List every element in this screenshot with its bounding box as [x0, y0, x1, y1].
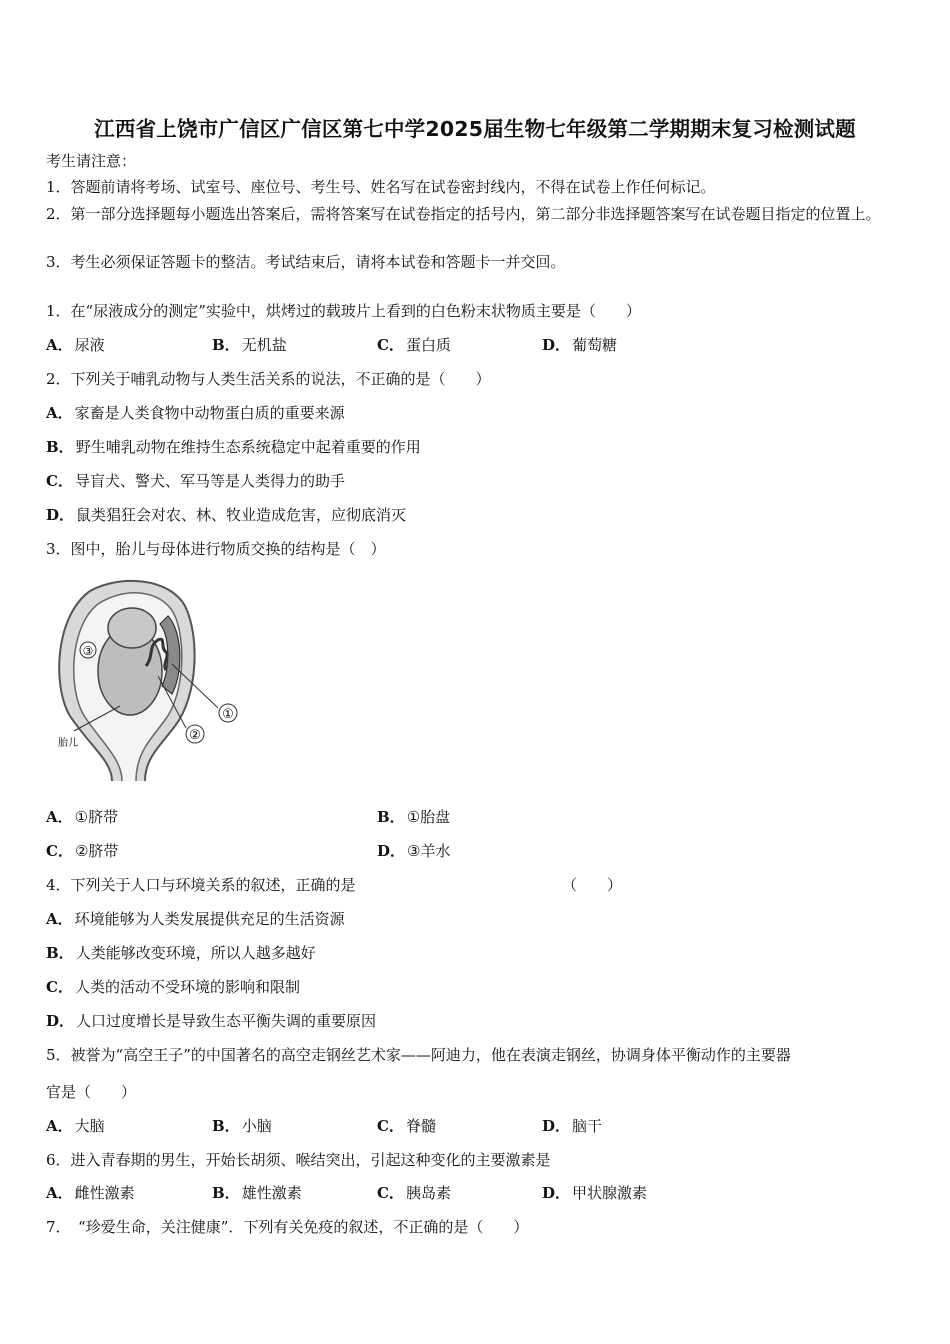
label-2: ②: [189, 728, 201, 743]
q3-option-c: C． ②脐带: [46, 842, 119, 860]
q6-option-c: C． 胰岛素: [377, 1184, 451, 1202]
question-6-stem: 6．进入青春期的男生，开始长胡须、喉结突出，引起这种变化的主要激素是: [46, 1151, 551, 1169]
question-5-stem-line2: 官是（ ）: [46, 1083, 137, 1101]
q1-option-d: D． 葡萄糖: [542, 336, 618, 354]
q4-option-a: A． 环境能够为人类发展提供充足的生活资源: [46, 910, 345, 928]
label-1: ①: [222, 707, 234, 722]
q5-option-b: B． 小脑: [212, 1117, 272, 1135]
label-fetus: 胎儿: [58, 738, 78, 749]
q1-option-c: C． 蛋白质: [377, 336, 451, 354]
q4-option-b: B． 人类能够改变环境，所以人越多越好: [46, 944, 316, 962]
q2-option-d: D． 鼠类猖狂会对农、林、牧业造成危害，应彻底消灭: [46, 506, 407, 524]
notice-heading: 考生请注意：: [46, 152, 137, 170]
question-4-bracket: （ ）: [562, 876, 623, 894]
q4-option-c: C． 人类的活动不受环境的影响和限制: [46, 978, 300, 996]
notice-item-1: 1．答题前请将考场、试室号、座位号、考生号、姓名写在试卷密封线内，不得在试卷上作任何标记。: [46, 178, 716, 196]
q5-option-c: C． 脊髓: [377, 1117, 436, 1135]
q2-option-b: B． 野生哺乳动物在维持生态系统稳定中起着重要的作用: [46, 438, 421, 456]
q5-option-a: A． 大脑: [46, 1117, 105, 1135]
label-3: ③: [82, 644, 94, 658]
q3-option-d: D． ③羊水: [377, 842, 451, 860]
q2-option-a: A． 家畜是人类食物中动物蛋白质的重要来源: [46, 404, 345, 422]
exam-title: 江西省上饶市广信区广信区第七中学2025届生物七年级第二学期期末复习检测试题: [94, 117, 856, 141]
question-5-stem-line1: 5．被誉为“高空王子”的中国著名的高空走钢丝艺术家——阿迪力，他在表演走钢丝，协调身体平衡动作的主要器: [46, 1046, 791, 1064]
q6-option-a: A． 雌性激素: [46, 1184, 135, 1202]
question-2-stem: 2．下列关于哺乳动物与人类生活关系的说法，不正确的是（ ）: [46, 370, 491, 388]
q3-option-a: A． ①脐带: [46, 808, 119, 826]
notice-item-3: 3．考生必须保证答题卡的整洁。考试结束后，请将本试卷和答题卡一并交回。: [46, 253, 566, 271]
q6-option-b: B． 雄性激素: [212, 1184, 302, 1202]
question-4-stem: 4．下列关于人口与环境关系的叙述，正确的是: [46, 876, 356, 894]
question-1-stem: 1．在“尿液成分的测定”实验中，烘烤过的载玻片上看到的白色粉末状物质主要是（ ）: [46, 302, 641, 320]
fetus-head: [108, 608, 156, 648]
q1-option-a: A． 尿液: [46, 336, 105, 354]
notice-item-2: 2．第一部分选择题每小题选出答案后，需将答案写在试卷指定的括号内，第二部分非选择题答案写在试卷题目指定的位置上。: [46, 205, 881, 223]
q2-option-c: C． 导盲犬、警犬、军马等是人类得力的助手: [46, 472, 345, 490]
q6-option-d: D． 甲状腺激素: [542, 1184, 648, 1202]
q1-option-b: B． 无机盐: [212, 336, 287, 354]
q5-option-d: D． 脑干: [542, 1117, 603, 1135]
q3-option-b: B． ①胎盘: [377, 808, 451, 826]
question-3-stem: 3．图中，胎儿与母体进行物质交换的结构是（ ）: [46, 540, 386, 558]
question-7-stem: 7． “珍爱生命，关注健康”．下列有关免疫的叙述，不正确的是（ ）: [46, 1218, 529, 1236]
uterus-fetus-diagram: [50, 576, 250, 786]
q4-option-d: D． 人口过度增长是导致生态平衡失调的重要原因: [46, 1012, 377, 1030]
